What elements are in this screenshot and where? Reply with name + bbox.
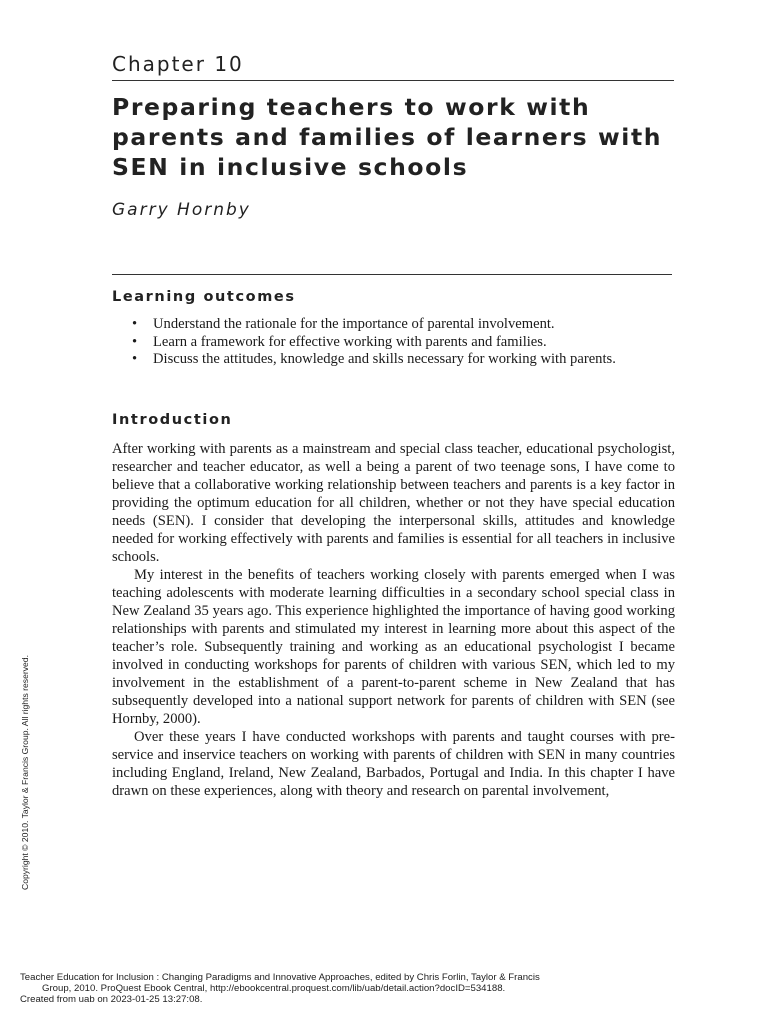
- chapter-title: Preparing teachers to work with parents and families of learners with SEN in inclusive schools: [112, 93, 663, 181]
- section-rule: [112, 274, 672, 275]
- list-item: [130, 334, 675, 352]
- list-item: [130, 351, 675, 369]
- outcome-text: Discuss the attitudes, knowledge and skills necessary for working with parents.: [153, 351, 616, 367]
- body-paragraph: After working with parents as a mainstream and special class teacher, educational psychologist, researcher and teacher educator, as well a being a parent of two teenage sons, I have come to believe that a collaborative working relationship between teachers and parents is a key factor in providing the optimum education for all children, whether or not they have special education needs (SEN). I consider that developing the interpersonal skills, attitudes and knowledge needed for working effectively with parents and families is essential for all teachers in inclusive schools.: [112, 441, 675, 565]
- bullet-icon: •: [132, 333, 138, 350]
- bullet-icon: •: [132, 351, 138, 367]
- chapter-label: Chapter 10: [112, 52, 244, 76]
- footer-citation: Teacher Education for Inclusion : Changing Paradigms and Innovative Approaches, edited by Chris Forlin, Taylor & Francis: [20, 972, 540, 983]
- outcome-text: Understand the rationale for the importance of parental involvement.: [153, 316, 555, 332]
- bullet-icon: •: [132, 316, 138, 332]
- footer-created: Created from uab on 2023-01-25 13:27:08.: [20, 994, 203, 1005]
- learning-outcomes-list: [130, 316, 675, 369]
- body-paragraph: My interest in the benefits of teachers working closely with parents emerged when I was teaching adolescents with moderate learning difficulties in a secondary school special class in New Zealand 35 years ago. This experience highlighted the importance of having good working relationships with parents and stimulated my interest in learning more about this aspect of the teacher’s role. Subsequently training and working as an educational psychologist I became involved in conducting workshops for parents of children with various SEN, which led to my involvement in the establishment of a parent-to-parent scheme in New Zealand that has subsequently developed into a national support network for parents of children with SEN (see Hornby, 2000).: [112, 567, 675, 727]
- list-item: [130, 316, 675, 334]
- copyright-notice: Copyright © 2010. Taylor & Francis Group. All rights reserved.: [20, 655, 30, 890]
- introduction-body: [112, 440, 675, 800]
- outcome-text: Learn a framework for effective working with parents and families.: [153, 333, 547, 350]
- page-footer: [20, 972, 760, 1005]
- chapter-author: Garry Hornby: [112, 200, 251, 220]
- introduction-heading: Introduction: [112, 412, 233, 428]
- learning-outcomes-heading: Learning outcomes: [112, 289, 296, 305]
- footer-source: Group, 2010. ProQuest Ebook Central, http://ebookcentral.proquest.com/lib/uab/detail.action?docID=534188.: [42, 983, 506, 994]
- chapter-rule: [112, 80, 674, 81]
- body-paragraph: Over these years I have conducted workshops with parents and taught courses with pre-service and inservice teachers on working with parents of children with SEN in many countries including England, Ireland, New Zealand, Barbados, Portugal and India. In this chapter I have drawn on these experiences, along with theory and research on parental involvement,: [112, 729, 675, 799]
